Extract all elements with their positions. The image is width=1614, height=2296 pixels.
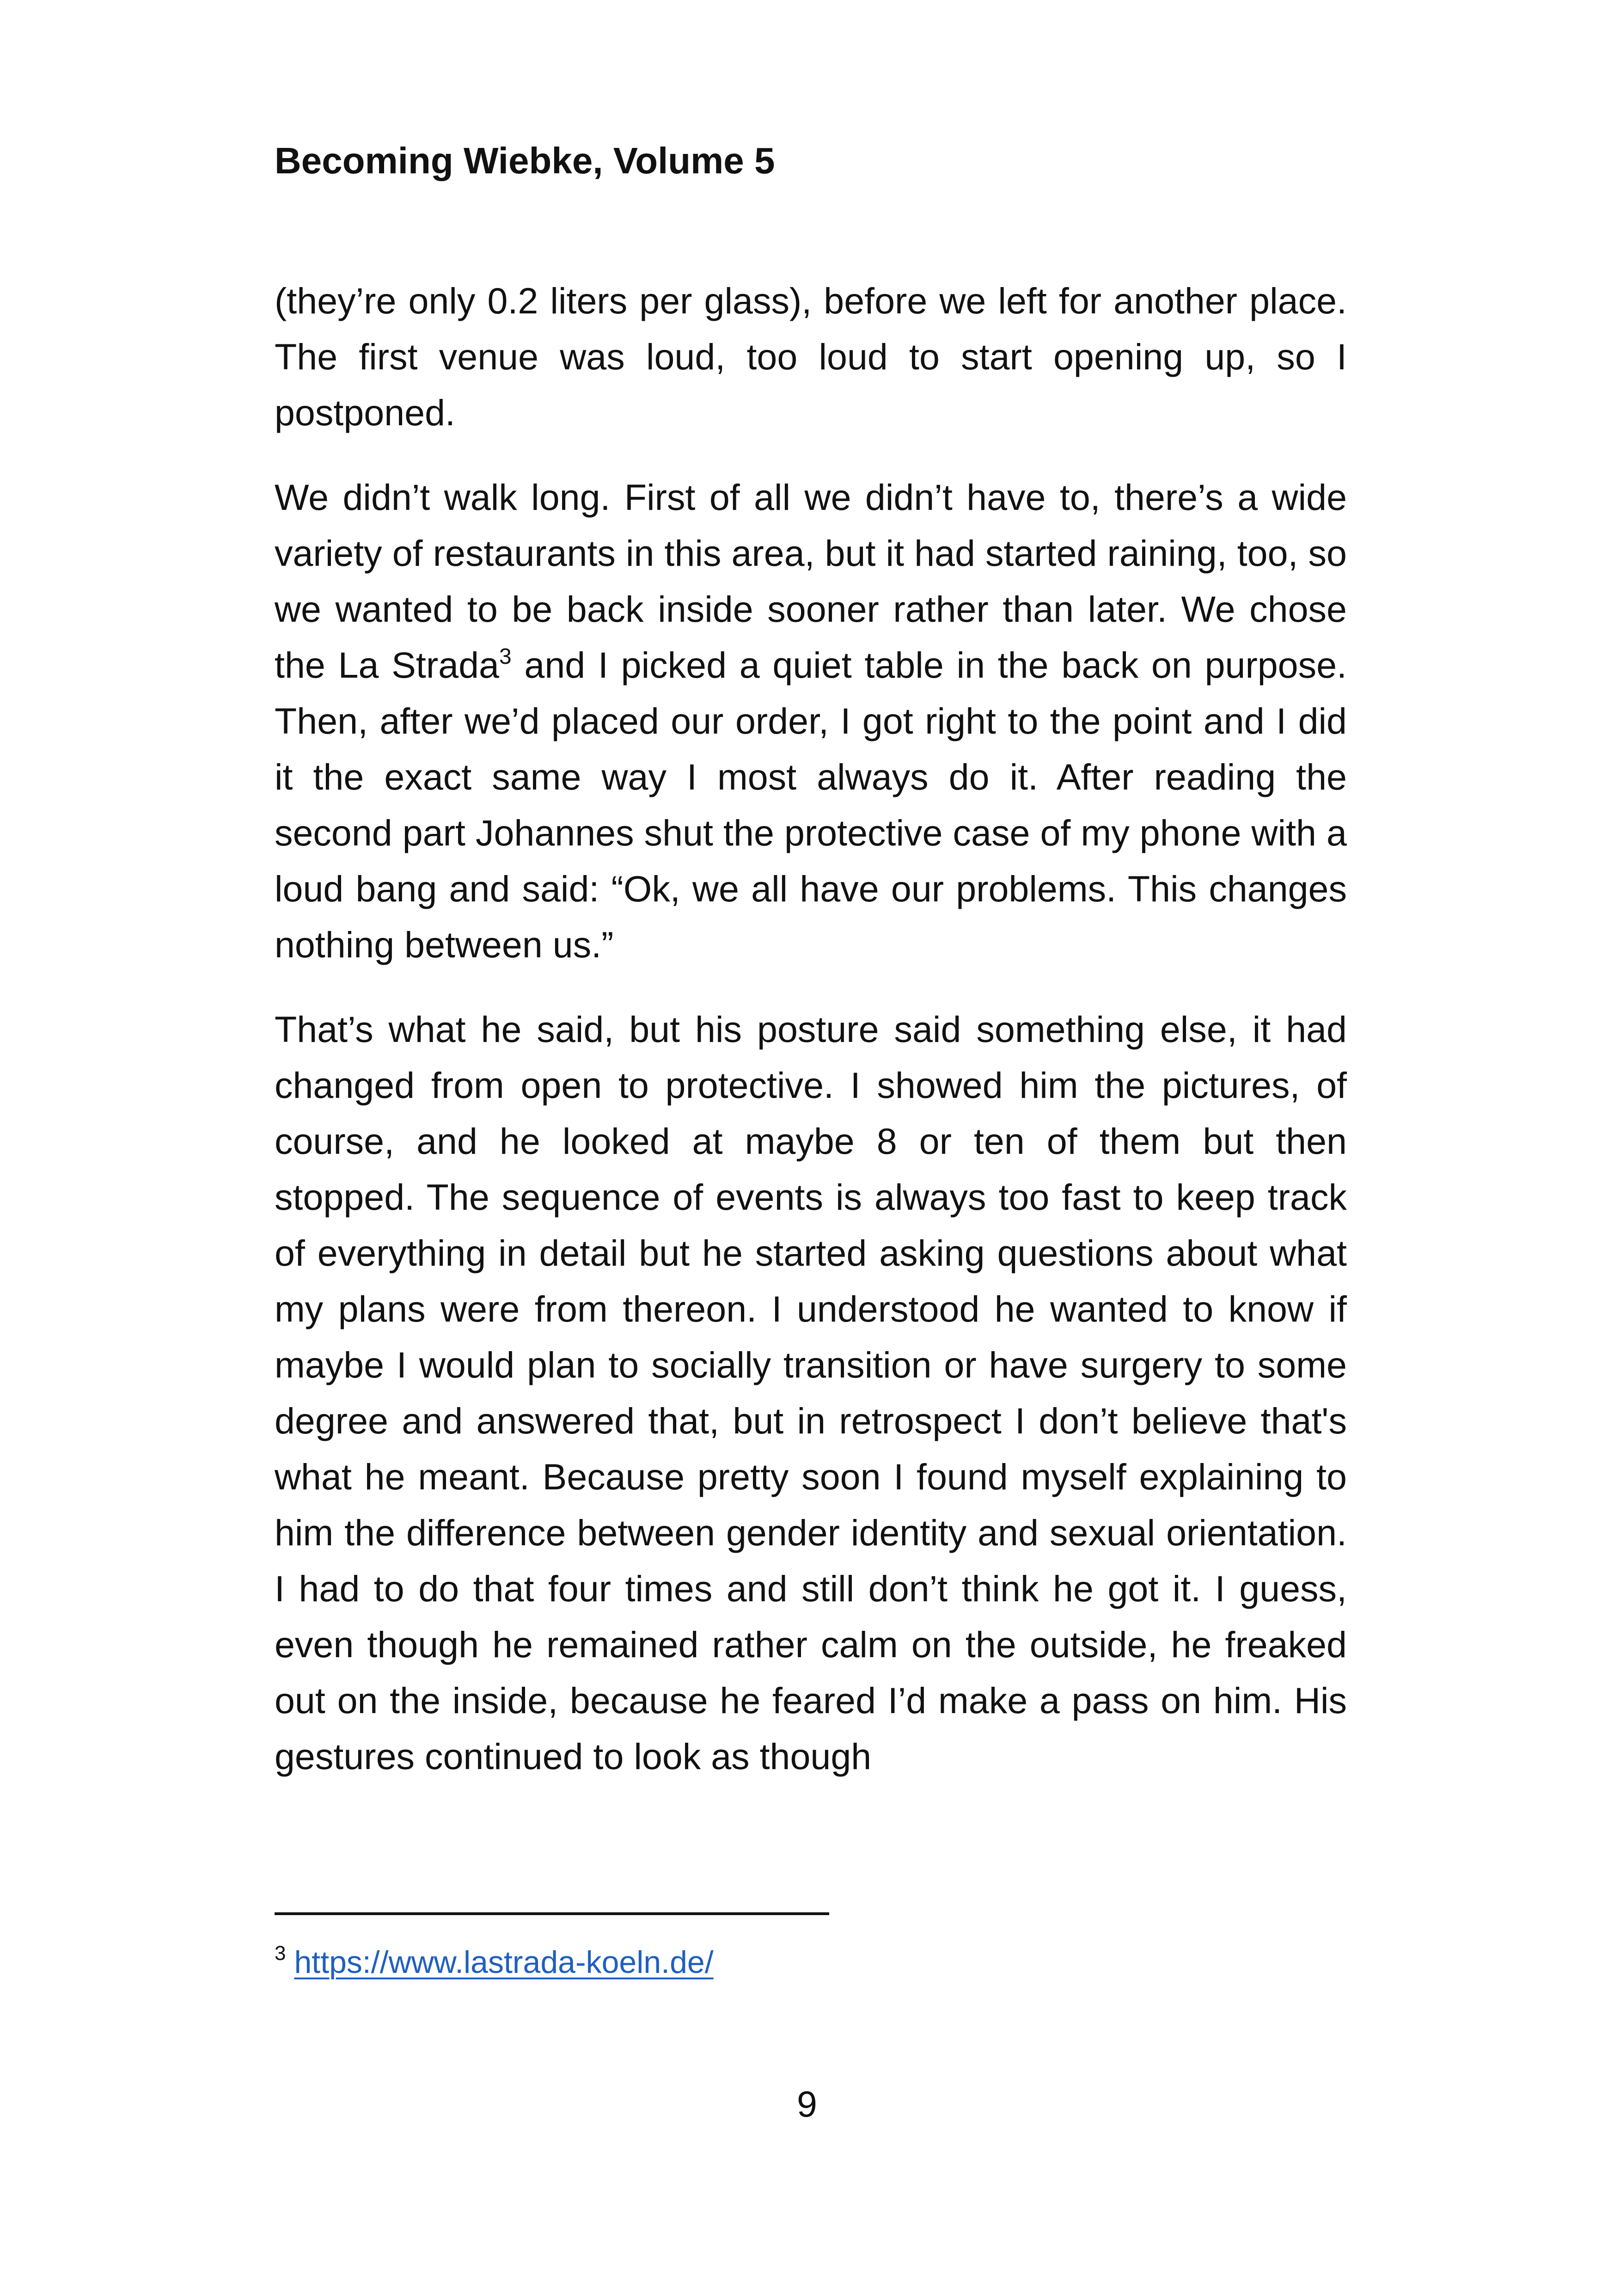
footnote-reference: 3 <box>499 644 512 669</box>
paragraph-2-text-before-ref: We didn’t walk long. First of all we didn’t have to, there’s a wide variety of restaurants in this area, but it had started raining, too, so we wanted to be back inside sooner rather than later. We chose the La Strada <box>275 477 1347 686</box>
footnote-link[interactable]: https://www.lastrada-koeln.de/ <box>294 1945 714 1980</box>
running-header: Becoming Wiebke, Volume 5 <box>275 140 775 181</box>
paragraph-1: (they’re only 0.2 liters per glass), before we left for another place. The first venue was loud, too loud to start opening up, so I postponed. <box>275 280 1347 433</box>
footnote <box>275 1939 714 1985</box>
paragraph-3: That’s what he said, but his posture said something else, it had changed from open to protective. I showed him the pictures, of course, and he looked at maybe 8 or ten of them but then stopped. The sequence of events is always too fast to keep track of everything in detail but he started asking questions about what my plans were from thereon. I understood he wanted to know if maybe I would plan to socially transition or have surgery to some degree and answered that, but in retrospect I don’t believe that's what he meant. Because pretty soon I found myself explaining to him the difference between gender identity and sexual orientation. I had to do that four times and still don’t think he got it. I guess, even though he remained rather calm on the outside, he freaked out on the inside, because he feared I’d make a pass on him. His gestures continued to look as though <box>275 1009 1347 1777</box>
page-number: 9 <box>797 2083 817 2125</box>
footnote-marker: 3 <box>275 1942 286 1965</box>
footnote-separator <box>275 1912 829 1915</box>
body-text <box>275 273 1347 1813</box>
paragraph-2-text-after-ref: and I picked a quiet table in the back on purpose. Then, after we’d placed our order, I got right to the point and I did it the exact same way I most always do it. After reading the second part Johannes shut the protective case of my phone with a loud bang and said: “Ok, we all have our problems. This changes nothing between us.” <box>275 644 1347 965</box>
paragraph-2 <box>275 469 1347 973</box>
